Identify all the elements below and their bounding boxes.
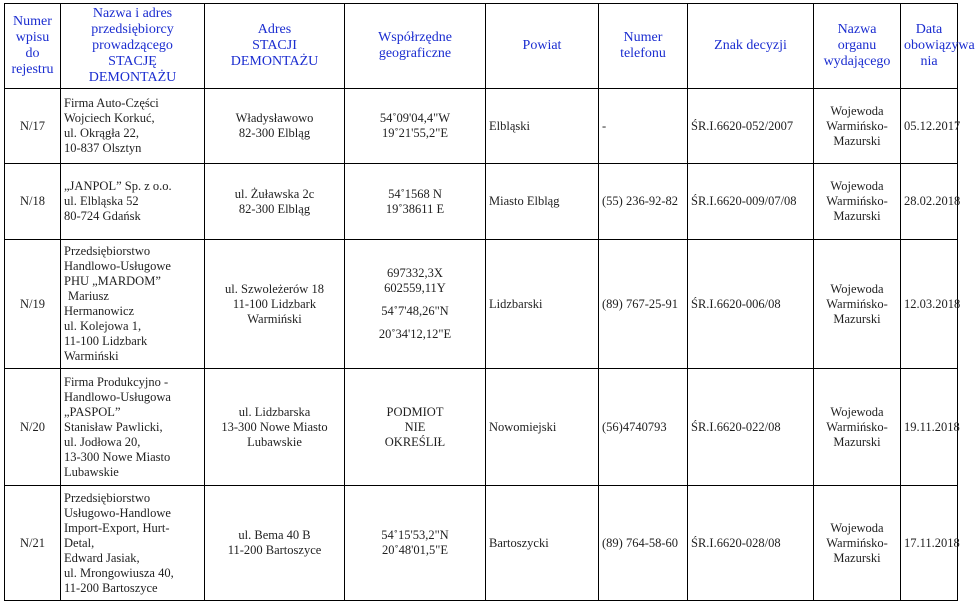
row-nr: N/19 — [5, 240, 61, 369]
row-coords: 54˚09'04,4"W 19˚21'55,2"E — [345, 89, 486, 164]
header-powiat: Powiat — [486, 4, 599, 89]
row-nr: N/18 — [5, 164, 61, 240]
row-powiat: Lidzbarski — [486, 240, 599, 369]
row-organ: Wojewoda Warmińsko- Mazurski — [814, 89, 901, 164]
row-date: 19.11.2018 — [901, 369, 958, 486]
row-phone: (55) 236-92-82 — [599, 164, 688, 240]
row-nr: N/21 — [5, 486, 61, 601]
row-address: ul. Żuławska 2c 82-300 Elbląg — [205, 164, 345, 240]
row-phone: (56)4740793 — [599, 369, 688, 486]
row-organ: Wojewoda Warmińsko- Mazurski — [814, 164, 901, 240]
row-decision: ŚR.I.6620-009/07/08 — [688, 164, 814, 240]
row-date: 17.11.2018 — [901, 486, 958, 601]
row-address: ul. Szwoleżerów 18 11-100 Lidzbark Warmiński — [205, 240, 345, 369]
row-coords: 54˚1568 N 19˚38611 E — [345, 164, 486, 240]
row-nr: N/17 — [5, 89, 61, 164]
header-row — [5, 4, 958, 89]
row-entrepreneur: Przedsiębiorstwo Usługowo-Handlowe Import-Export, Hurt- Detal, Edward Jasiak, ul. Mrongowiusza 40, 11-200 Bartoszyce — [61, 486, 205, 601]
table-row — [5, 486, 958, 601]
row-entrepreneur: Firma Produkcyjno - Handlowo-Usługowa „PASPOL” Stanisław Pawlicki, ul. Jodłowa 20, 13-300 Nowe Miasto Lubawskie — [61, 369, 205, 486]
row-organ: Wojewoda Warmińsko- Mazurski — [814, 486, 901, 601]
row-coords: PODMIOT NIE OKREŚLIŁ — [345, 369, 486, 486]
row-decision: ŚR.I.6620-052/2007 — [688, 89, 814, 164]
row-address: ul. Lidzbarska 13-300 Nowe Miasto Lubawskie — [205, 369, 345, 486]
row-powiat: Elbląski — [486, 89, 599, 164]
row-date: 05.12.2017 — [901, 89, 958, 164]
row-address: ul. Bema 40 B 11-200 Bartoszyce — [205, 486, 345, 601]
row-entrepreneur: Przedsiębiorstwo Handlowo-Usługowe PHU „MARDOM” Mariusz Hermanowicz ul. Kolejowa 1, 11-100 Lidzbark Warmiński — [61, 240, 205, 369]
table-row — [5, 89, 958, 164]
row-coords: 697332,3X 602559,11Y 54˚7'48,26"N 20˚34'12,12"E — [345, 240, 486, 369]
table-row — [5, 240, 958, 369]
row-organ: Wojewoda Warmińsko- Mazurski — [814, 369, 901, 486]
row-entrepreneur: „JANPOL” Sp. z o.o. ul. Elbląska 52 80-724 Gdańsk — [61, 164, 205, 240]
row-decision: ŚR.I.6620-028/08 — [688, 486, 814, 601]
row-entrepreneur: Firma Auto-Części Wojciech Korkuć, ul. Okrągła 22, 10-837 Olsztyn — [61, 89, 205, 164]
table-row — [5, 164, 958, 240]
row-date: 28.02.2018 — [901, 164, 958, 240]
row-powiat: Nowomiejski — [486, 369, 599, 486]
header-nr: Numer wpisu do rejestru — [5, 4, 61, 89]
header-phone: Numer telefonu — [599, 4, 688, 89]
header-name: Nazwa i adres przedsiębiorcy prowadzącego STACJĘ DEMONTAŻU — [61, 4, 205, 89]
row-phone: (89) 764-58-60 — [599, 486, 688, 601]
row-decision: ŚR.I.6620-022/08 — [688, 369, 814, 486]
row-nr: N/20 — [5, 369, 61, 486]
row-phone: - — [599, 89, 688, 164]
row-coords: 54˚15'53,2"N 20˚48'01,5"E — [345, 486, 486, 601]
row-address: Władysławowo 82-300 Elbląg — [205, 89, 345, 164]
header-decision: Znak decyzji — [688, 4, 814, 89]
header-coords: Współrzędne geograficzne — [345, 4, 486, 89]
row-date: 12.03.2018 — [901, 240, 958, 369]
row-phone: (89) 767-25-91 — [599, 240, 688, 369]
header-organ: Nazwa organu wydającego — [814, 4, 901, 89]
row-powiat: Bartoszycki — [486, 486, 599, 601]
row-organ: Wojewoda Warmińsko- Mazurski — [814, 240, 901, 369]
row-powiat: Miasto Elbląg — [486, 164, 599, 240]
row-decision: ŚR.I.6620-006/08 — [688, 240, 814, 369]
table-row — [5, 369, 958, 486]
header-address: Adres STACJI DEMONTAŻU — [205, 4, 345, 89]
register-table — [4, 3, 975, 601]
header-date: Data obowiązywa nia — [901, 4, 958, 89]
